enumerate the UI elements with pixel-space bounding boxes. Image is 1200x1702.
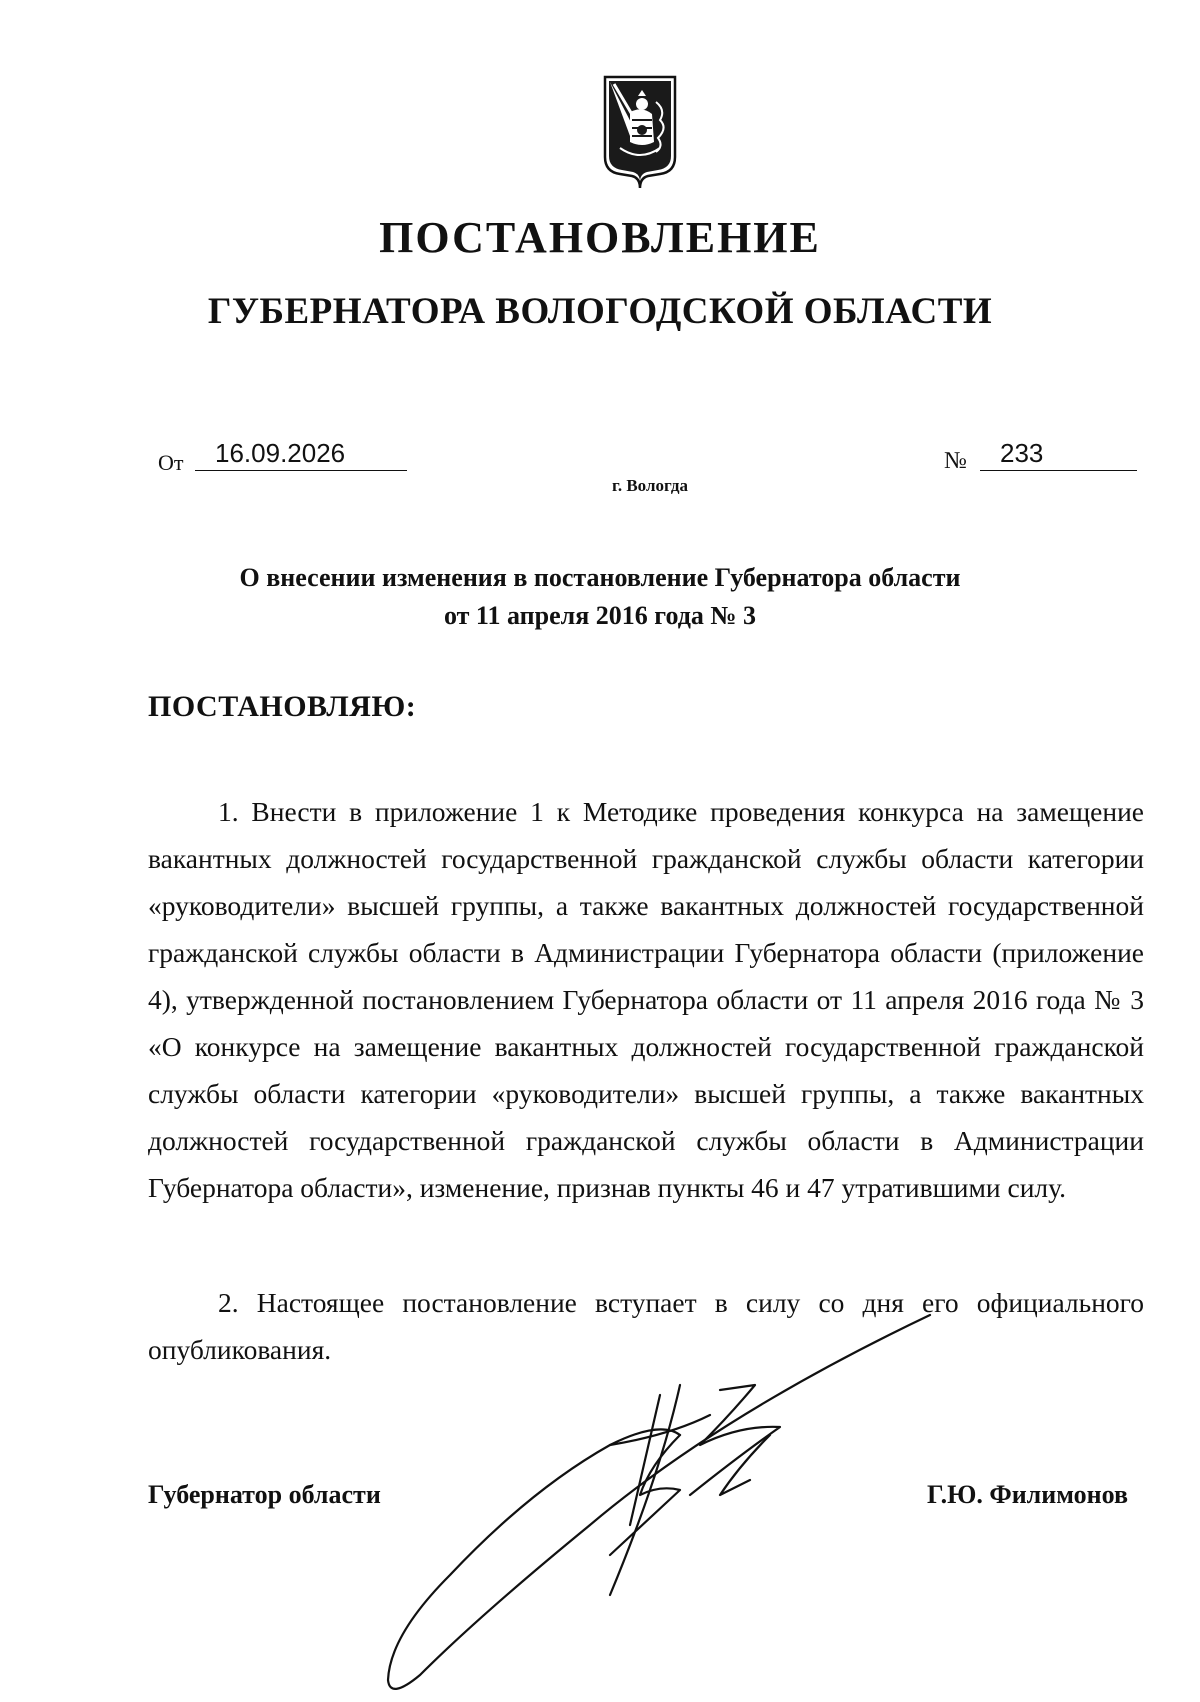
subject-line-2: от 11 апреля 2016 года № 3 xyxy=(444,601,756,630)
coat-of-arms-icon xyxy=(600,72,680,192)
paragraph-1: 1. Внести в приложение 1 к Методике проведения конкурса на замещение вакантных должностей государственной гражданской службы области категории «руководители» высшей группы, а также вакантных должностей государственной гражданской службы области в Администрации Губернатора области (приложение 4), утвержденной постановлением Губернатора области от 11 апреля 2016 года № 3 «О конкурсе на замещение вакантных должностей государственной гражданской службы области категории «руководители» высшей группы, а также вакантных должностей государственной гражданской службы области в Администрации Губернатора области», изменение, признав пункты 46 и 47 утратившими силу. xyxy=(148,796,1144,1203)
document-title: ПОСТАНОВЛЕНИЕ xyxy=(379,213,821,262)
date-field: 16.09.2026 xyxy=(195,436,407,471)
signatory-position: Губернатор области xyxy=(148,1480,381,1509)
subject-line-1: О внесении изменения в постановление Губернатора области xyxy=(239,563,961,592)
number-field: 233 xyxy=(980,436,1137,471)
paragraph-2: 2. Настоящее постановление вступает в силу со дня его официального опубликования. xyxy=(148,1287,1144,1365)
city-label: г. Вологда xyxy=(612,476,688,495)
handwritten-signature-icon xyxy=(360,1295,940,1695)
signatory-name: Г.Ю. Филимонов xyxy=(926,1480,1128,1509)
document-subtitle: ГУБЕРНАТОРА ВОЛОГОДСКОЙ ОБЛАСТИ xyxy=(207,291,993,332)
date-label: От xyxy=(158,450,184,475)
number-label: № xyxy=(944,448,967,474)
decree-heading: ПОСТАНОВЛЯЮ: xyxy=(148,690,417,723)
